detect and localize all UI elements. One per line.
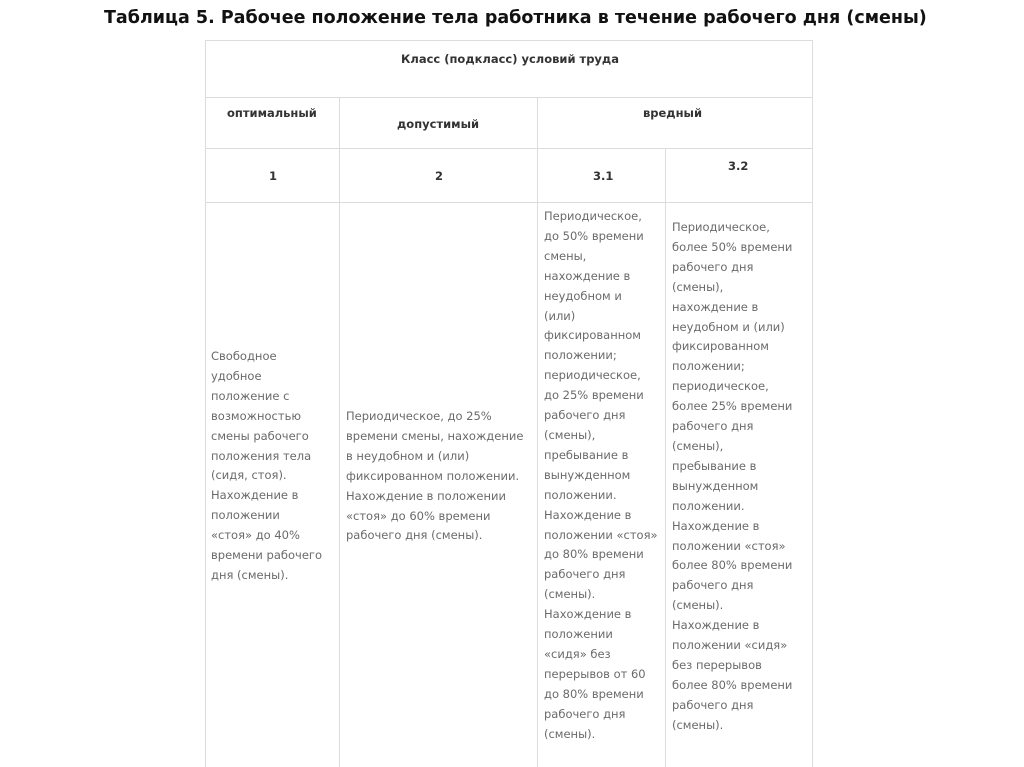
cell-class-3-1 xyxy=(544,207,658,744)
cell-line: фиксированном положении. xyxy=(346,468,520,483)
cell-line: Нахождение в xyxy=(544,607,632,622)
cell-line: рабочего дня xyxy=(672,419,754,434)
cell-line: нахождение в xyxy=(544,268,631,283)
cell-line: положении. xyxy=(672,498,745,513)
cell-line: фиксированном xyxy=(672,339,769,354)
cell-line: возможностью xyxy=(211,408,302,423)
cell-line: (смены), xyxy=(672,438,724,453)
working-conditions-table xyxy=(205,40,813,767)
cell-line: (или) xyxy=(544,308,576,323)
cell-line: Нахождение в xyxy=(211,488,299,503)
cell-line: положения тела xyxy=(211,448,312,463)
cell-line: Периодическое, xyxy=(544,209,642,223)
table-left-border xyxy=(205,40,206,767)
cell-line: «стоя» до 40% xyxy=(211,528,300,543)
cell-line: более 80% времени xyxy=(672,677,793,692)
cell-line: до 80% времени xyxy=(544,686,644,701)
cell-line: Периодическое, xyxy=(672,220,770,234)
cell-line: смены рабочего xyxy=(211,428,309,443)
header-divider xyxy=(205,97,813,98)
col-divider-2 xyxy=(537,97,538,767)
cell-line: положение с xyxy=(211,388,290,403)
cell-line: периодическое, xyxy=(544,368,641,383)
cell-line: Нахождение в положении xyxy=(346,488,506,503)
table-right-border xyxy=(812,40,813,767)
col-divider-3 xyxy=(665,148,666,767)
cell-line: (смены). xyxy=(544,587,596,602)
cell-line: положении xyxy=(211,508,280,523)
cell-line: (смены), xyxy=(544,427,596,442)
cell-line: вынужденном xyxy=(544,467,631,482)
cell-line: пребывание в xyxy=(672,458,757,473)
cell-line: (смены), xyxy=(672,279,724,294)
cell-line: вынужденном xyxy=(672,478,759,493)
cell-line: времени рабочего xyxy=(211,548,322,563)
cell-line: рабочего дня xyxy=(544,408,626,423)
cell-line: рабочего дня xyxy=(672,578,754,593)
cell-line: Периодическое, до 25% xyxy=(346,409,492,423)
group-divider xyxy=(205,148,813,149)
cell-line: (сидя, стоя). xyxy=(211,468,287,483)
cell-line: в неудобном и (или) xyxy=(346,448,470,463)
cell-line: до 25% времени xyxy=(544,388,644,403)
cell-line: неудобном и (или) xyxy=(672,319,785,334)
table-top-border xyxy=(205,40,813,41)
cell-line: «стоя» до 60% времени xyxy=(346,508,491,523)
cell-line: дня (смены). xyxy=(211,567,289,582)
class-number-3-1: 3.1 xyxy=(593,169,614,183)
cell-line: (смены). xyxy=(544,726,596,741)
cell-line: неудобном и xyxy=(544,288,622,303)
cell-line: нахождение в xyxy=(672,299,759,314)
cell-line: положении. xyxy=(544,487,617,502)
cell-line: периодическое, xyxy=(672,379,769,394)
cell-line: положении «стоя» xyxy=(544,527,658,542)
col-divider-1 xyxy=(339,97,340,767)
cell-line: (смены). xyxy=(672,717,724,732)
cell-line: рабочего дня xyxy=(544,567,626,582)
cell-class-3-2 xyxy=(672,218,792,736)
cell-line: более 50% времени xyxy=(672,239,793,254)
cell-line: положении xyxy=(544,627,613,642)
cell-class-1 xyxy=(211,347,322,586)
cell-line: без перерывов xyxy=(672,657,762,672)
cell-line: Нахождение в xyxy=(544,507,632,522)
cell-line: (смены). xyxy=(672,598,724,613)
page-title: Таблица 5. Рабочее положение тела работника в течение рабочего дня (смены) xyxy=(104,8,927,28)
cell-line: рабочего дня xyxy=(544,706,626,721)
cell-line: фиксированном xyxy=(544,328,641,343)
class-number-2: 2 xyxy=(435,169,444,183)
cell-line: положении; xyxy=(544,348,617,363)
number-divider xyxy=(205,202,813,203)
cell-line: Нахождение в xyxy=(672,518,760,533)
cell-line: до 80% времени xyxy=(544,547,644,562)
cell-line: положении «сидя» xyxy=(672,638,788,653)
cell-line: перерывов от 60 xyxy=(544,666,646,681)
class-number-3-2: 3.2 xyxy=(728,159,749,173)
cell-line: рабочего дня (смены). xyxy=(346,528,483,543)
cell-line: Свободное xyxy=(211,349,277,363)
header-main-label: Класс (подкласс) условий труда xyxy=(401,52,619,66)
cell-class-2 xyxy=(346,407,523,546)
class-number-1: 1 xyxy=(269,169,278,183)
cell-line: рабочего дня xyxy=(672,259,754,274)
cell-line: смены, xyxy=(544,248,587,263)
cell-line: удобное xyxy=(211,368,262,383)
cell-line: времени смены, нахождение xyxy=(346,428,524,443)
cell-line: пребывание в xyxy=(544,447,629,462)
cell-line: до 50% времени xyxy=(544,228,644,243)
group-label-acceptable: допустимый xyxy=(397,117,480,131)
cell-line: более 25% времени xyxy=(672,399,793,414)
group-label-harmful: вредный xyxy=(643,106,702,120)
cell-line: Нахождение в xyxy=(672,618,760,633)
cell-line: более 80% времени xyxy=(672,558,793,573)
group-label-optimal: оптимальный xyxy=(227,106,317,120)
cell-line: положении «стоя» xyxy=(672,538,786,553)
cell-line: рабочего дня xyxy=(672,697,754,712)
cell-line: «сидя» без xyxy=(544,646,611,661)
cell-line: положении; xyxy=(672,359,745,374)
